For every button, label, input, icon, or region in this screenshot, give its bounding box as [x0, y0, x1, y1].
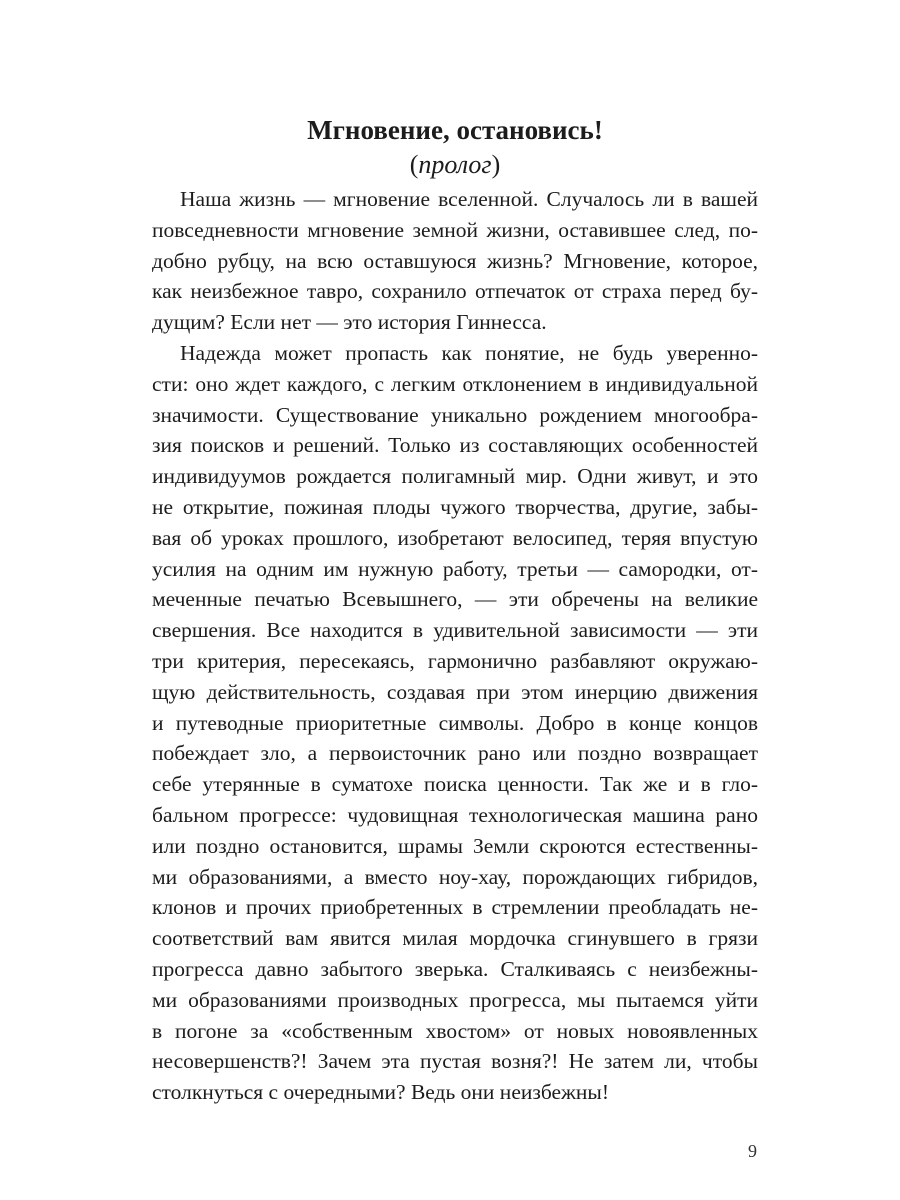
- text-line: как неизбежное тавро, сохранило отпечаток от страха перед бу-: [152, 279, 758, 304]
- text-line: индивидуумов рождается полигамный мир. Одни живут, и это: [152, 464, 758, 489]
- text-line: зия поисков и решений. Только из составляющих особенностей: [152, 433, 758, 458]
- text-line: клонов и прочих приобретенных в стремлении преобладать не-: [152, 895, 758, 920]
- text-line: добно рубцу, на всю оставшуюся жизнь? Мгновение, которое,: [152, 248, 758, 273]
- text-line: ми образованиями, а вместо ноу-хау, порождающих гибридов,: [152, 864, 758, 889]
- chapter-subtitle: [150, 147, 760, 183]
- chapter-title: Мгновение, остановись!: [307, 115, 603, 145]
- text-line: усилия на одним им нужную работу, третьи — самородки, от-: [152, 556, 758, 581]
- subtitle-word: пролог: [418, 150, 492, 179]
- text-line: в погоне за «собственным хвостом» от новых новоявленных: [152, 1018, 758, 1043]
- text-line: значимости. Существование уникально рождением многообра-: [152, 402, 758, 427]
- page-number: 9: [748, 1141, 757, 1161]
- text-line: не открытие, пожиная плоды чужого творчества, другие, забы-: [152, 494, 758, 519]
- text-line: Наша жизнь — мгновение вселенной. Случалось ли в вашей: [180, 187, 758, 211]
- text-line: сти: оно ждет каждого, с легким отклонением в индивидуальной: [152, 371, 758, 396]
- subtitle-open-paren: (: [409, 150, 419, 179]
- text-line: щую действительность, создавая при этом инерцию движения: [152, 679, 758, 704]
- text-line: меченные печатью Всевышнего, — эти обречены на великие: [152, 587, 758, 612]
- text-line: или поздно остановится, шрамы Земли скроются естественны-: [152, 833, 758, 858]
- text-line: несовершенств?! Зачем эта пустая возня?! Не затем ли, чтобы: [152, 1049, 758, 1074]
- text-line: ми образованиями производных прогресса, мы пытаемся уйти: [152, 987, 758, 1012]
- text-line: свершения. Все находится в удивительной зависимости — эти: [152, 618, 758, 643]
- subtitle-close-paren: ): [491, 150, 501, 179]
- text-line: столкнуться с очередными? Ведь они неизбежны!: [152, 1080, 610, 1105]
- text-line: три критерия, пересекаясь, гармонично разбавляют окружаю-: [152, 648, 758, 673]
- text-line: повседневности мгновение земной жизни, оставившее след, по-: [152, 217, 758, 242]
- body-text: [152, 184, 758, 1108]
- text-line: и путеводные приоритетные символы. Добро в конце концов: [152, 710, 758, 735]
- text-line: бальном прогрессе: чудовищная технологическая машина рано: [152, 802, 758, 827]
- text-line: дущим? Если нет — это история Гиннесса.: [152, 310, 547, 335]
- text-line: себе утерянные в суматохе поиска ценности. Так же и в гло-: [152, 772, 758, 797]
- text-line: вая об уроках прошлого, изобретают велосипед, теряя впустую: [152, 525, 758, 550]
- text-line: Надежда может пропасть как понятие, не будь уверенно-: [180, 340, 758, 365]
- text-line: побеждает зло, а первоисточник рано или поздно возвращает: [152, 741, 758, 766]
- text-line: соответствий вам явится милая мордочка сгинувшего в грязи: [152, 926, 758, 951]
- text-line: прогресса давно забытого зверька. Сталкиваясь с неизбежны-: [152, 956, 758, 981]
